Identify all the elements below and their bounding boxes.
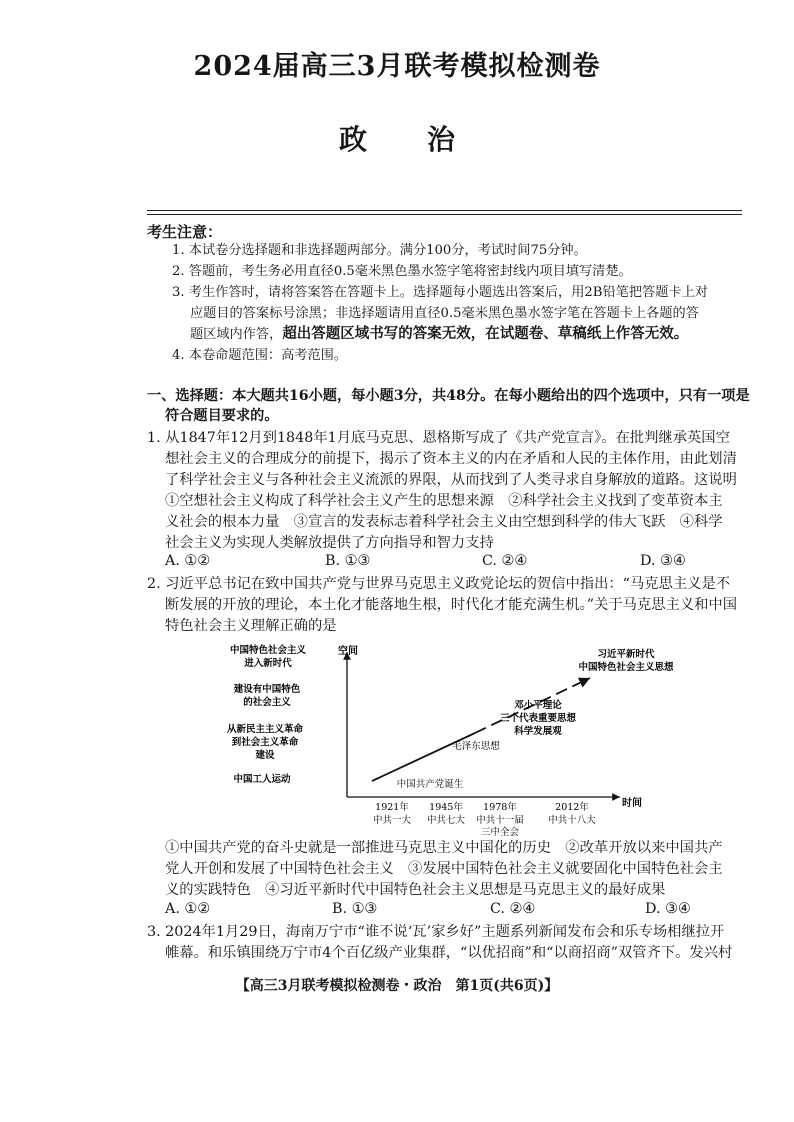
notice-item: 1. 本试卷分选择题和非选择题两部分。满分100分，考试时间75分钟。 [172, 243, 587, 258]
x-tick-year: 2012年 [555, 802, 589, 813]
q2-statements: 党人开创和发展了中国特色社会主义 ③发展中国特色社会主义就要固化中国特色社会主 [165, 861, 723, 877]
notice-item: 题区域内作答，超出答题区域书写的答案无效，在试题卷、草稿纸上作答无效。 [190, 326, 689, 342]
q2-statements: ①中国共产党的奋斗史就是一部推进马克思主义中国化的历史 ②改革开放以来中国共产 [165, 840, 723, 856]
q3-stem: 3. 2024年1月29日，海南万宁市“谁不说‘瓦’家乡好”主题系列新闻发布会和乐专场相继拉开 [147, 924, 725, 940]
stage-label: 毛泽东思想 [452, 741, 500, 752]
x-tick-event: 三中全会 [480, 827, 520, 838]
notice-emphasis: 超出答题区域书写的答案无效，在试题卷、草稿纸上作答无效。 [282, 326, 689, 342]
q2-option-d[interactable]: D. ③④ [645, 901, 691, 917]
y-cat-label: 中国特色社会主义 [229, 645, 307, 656]
q2-statements: 义的实践特色 ④习近平新时代中国特色社会主义思想是马克思主义的最好成果 [165, 882, 666, 898]
q2-stem: 2. 习近平总书记在致中国共产党与世界马克思主义政党论坛的贺信中指出：“马克思主义是不 [147, 576, 731, 592]
stage-label: 科学发展观 [514, 726, 562, 737]
x-axis-label: 时间 [622, 798, 642, 809]
q1-stem: 社会主义为实现人类解放提供了方向指导和智力支持 [165, 535, 494, 551]
q1-stem: 想社会主义的合理成分的前提下，揭示了资本主义的内在矛盾和人民的主体作用，由此划清 [165, 451, 737, 467]
x-tick-year: 1921年 [375, 802, 409, 813]
x-tick-event: 中共十八大 [548, 815, 596, 826]
q1-option-c[interactable]: C. ②④ [482, 553, 528, 569]
x-tick-year: 1945年 [429, 802, 463, 813]
q2-stem: 断发展的开放的理论，本土化才能落地生根，时代化才能充满生机。”关于马克思主义和中国 [165, 597, 738, 613]
notice-item: 2. 答题前，考生务必用直径0.5毫米黑色墨水签字笔将密封线内项目填写清楚。 [172, 264, 632, 279]
notice-item: 4. 本卷命题范围：高考范围。 [172, 348, 348, 363]
y-cat-label: 从新民主主义革命 [226, 724, 304, 735]
notice-item: 3. 考生作答时，请将答案答在答题卡上。选择题每小题选出答案后，用2B铅笔把答题卡上对 [172, 285, 708, 300]
y-cat-label: 进入新时代 [244, 658, 292, 669]
notice-title: 考生注意： [147, 223, 223, 241]
q3-stem: 帷幕。和乐镇围绕万宁市4个百亿级产业集群，“以优招商”和“以商招商”双管齐下。发兴村 [165, 945, 733, 961]
x-tick-event: 中共七大 [426, 815, 466, 826]
y-cat-label: 到社会主义革命 [231, 737, 299, 748]
x-tick-event: 中共一大 [372, 815, 412, 826]
q2-option-a[interactable]: A. ①② [165, 901, 211, 917]
q2-stem: 特色社会主义理解正确的是 [165, 618, 337, 634]
q1-stem: 了科学社会主义与各种社会主义流派的界限，从而找到了人类寻求自身解放的道路。这说明 [165, 472, 737, 488]
section-heading-cont: 符合题目要求的。 [165, 408, 279, 424]
q1-option-a[interactable]: A. ①② [165, 553, 211, 569]
q1-option-d[interactable]: D. ③④ [640, 553, 686, 569]
x-tick-year: 1978年 [483, 802, 517, 813]
section-heading: 一、选择题：本大题共16小题，每小题3分，共48分。在每小题给出的四个选项中，只有一项是 [147, 388, 750, 404]
exam-title: 2024届高三3月联考模拟检测卷 [193, 51, 601, 82]
page-footer: 【高三3月联考模拟检测卷・政治 第1页(共6页)】 [235, 978, 559, 994]
x-tick-event: 中共十一届 [476, 815, 524, 826]
stage-label: 三个代表重要思想 [499, 713, 577, 724]
stage-label: 中国特色社会主义思想 [578, 662, 674, 673]
stage-label: 习近平新时代 [597, 649, 655, 660]
y-cat-label: 中国工人运动 [233, 774, 291, 785]
y-cat-label: 的社会主义 [243, 697, 291, 708]
stage-label: 邓小平理论 [514, 700, 562, 711]
stage-label: 中国共产党诞生 [396, 779, 464, 790]
q2-option-b[interactable]: B. ①③ [332, 901, 378, 917]
y-cat-label: 建设 [255, 750, 275, 761]
q1-stem: ①空想社会主义构成了科学社会主义产生的思想来源 ②科学社会主义找到了变革资本主 [165, 493, 723, 509]
y-cat-label: 建设有中国特色 [233, 684, 301, 695]
q1-option-b[interactable]: B. ①③ [325, 553, 371, 569]
notice-item: 应题目的答案标号涂黑；非选择题请用直径0.5毫米黑色墨水签字笔在答题卡上各题的答 [190, 306, 699, 321]
q1-stem: 1. 从1847年12月到1848年1月底马克思、恩格斯写成了《共产党宣言》。在批判继承英国空 [147, 430, 730, 446]
y-axis-label: 空间 [338, 646, 358, 657]
subject-title: 政治 [338, 123, 515, 156]
q2-option-c[interactable]: C. ②④ [490, 901, 536, 917]
q1-stem: 义社会的根本力量 ③宣言的发表标志着科学社会主义由空想到科学的伟大飞跃 ④科学 [165, 514, 723, 530]
